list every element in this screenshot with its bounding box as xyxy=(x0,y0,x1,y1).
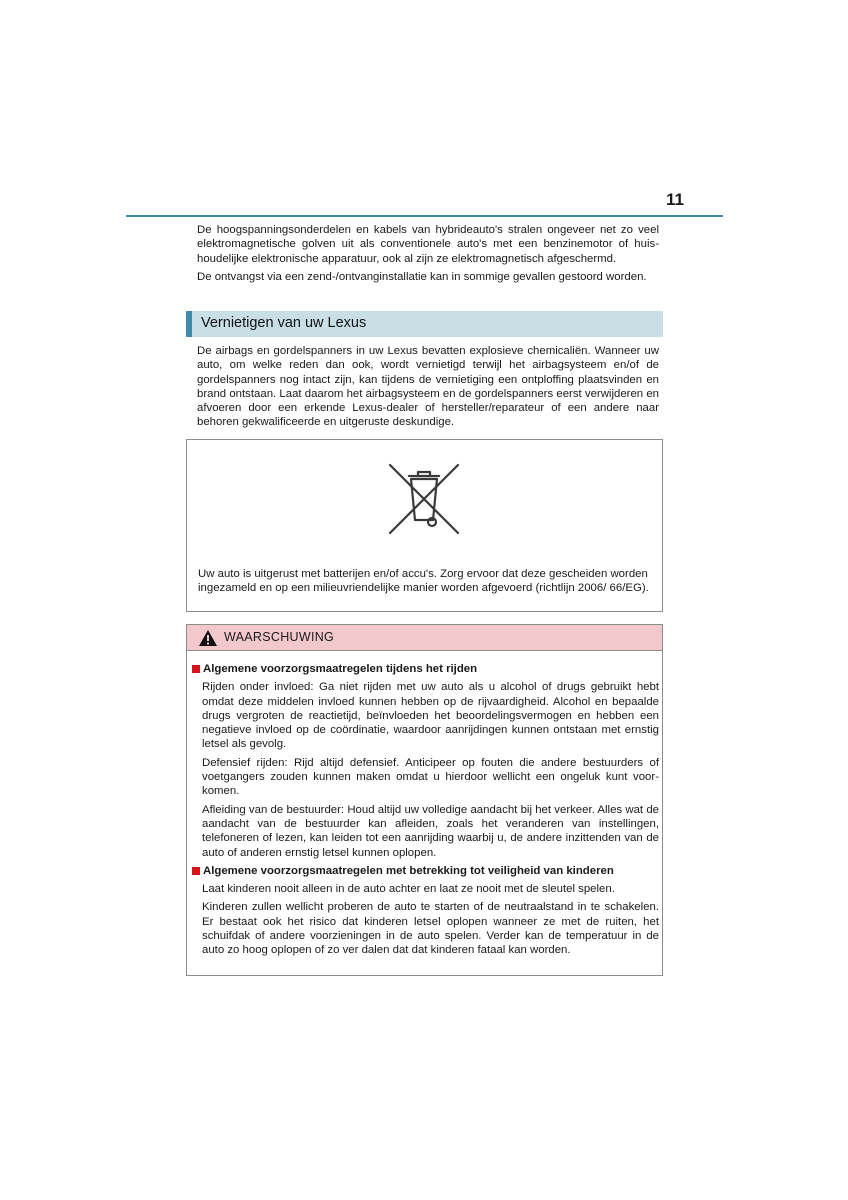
warning-box xyxy=(186,624,663,976)
section-heading xyxy=(186,311,663,337)
recycling-notice xyxy=(186,439,663,612)
warning-title: WAARSCHUWING xyxy=(224,630,335,644)
warning-header xyxy=(187,625,662,651)
crossed-out-wheelie-bin-icon xyxy=(387,462,461,536)
section-paragraph: De airbags en gordelspanners in uw Lexus bevatten explosieve chemicaliën. Wanneer uw auto, om welke reden dan ook, wordt vernietigd terwijl het airbagsysteem en/of de gordelspanners nog intact zijn, kan tijdens de vernietiging een ontploffing plaatsvinden en brand ontstaan. Laat daarom het airbagsysteem en de gordelspanners eerst verwijderen en afvoeren door een erkende Lexus-dealer of hersteller/reparateur of een andere naar behoren gekwalificeerde en uitgeruste deskundige. xyxy=(197,345,659,429)
warning-paragraph: Afleiding van de bestuurder: Houd altijd uw volledige aandacht bij het verkeer. Alles wat de aandacht van de bestuurder kan afleiden, zoals het veranderen van instellingen, telefoneren of lezen, kan leiden tot een aanrijding waarbij u, de andere inzittenden van de auto of anderen ernstig letsel kunnen oplopen. xyxy=(202,803,659,859)
warning-paragraph: Laat kinderen nooit alleen in de auto achter en laat ze nooit met de sleutel spelen. xyxy=(202,883,615,896)
warning-paragraph: Rijden onder invloed: Ga niet rijden met uw auto als u alcohol of drugs gebruikt hebt omdat deze middelen invloed kunnen hebben op de rijvaardigheid. Alcohol en bepaalde drugs vergroten de reactietijd, beïnvloeden het beoordelingsvermogen en hebben een negatieve invloed op de coördinatie, waardoor aanrijdingen kunnen ontstaan met ernstig letsel als gevolg. xyxy=(202,681,659,751)
intro-paragraph: De hoogspanningsonderdelen en kabels van hybrideauto's stralen ongeveer net zo veel elektromagnetische golven uit als conventionele auto's met een benzinemotor of huishoudelijke elektronische apparatuur, ook al zijn ze elektromagnetisch afgeschermd. xyxy=(197,224,659,265)
warning-paragraph: Defensief rijden: Rijd altijd defensief. Anticipeer op fouten die andere bestuurders of voetgangers zouden kunnen maken omdat u hierdoor wellicht een ongeluk kunt voorkomen. xyxy=(202,756,659,798)
header-rule xyxy=(126,215,723,217)
warning-paragraph: Kinderen zullen wellicht proberen de auto te starten of de neutraalstand in te schakelen. Er bestaat ook het risico dat kinderen letsel oplopen wanneer ze met de ruiten, het schuifdak of andere voorzieningen in de auto spelen. Verder kan de temperatuur in de auto zo hoog oplopen of zo ver dalen dat dat kinderen fataal kan worden. xyxy=(202,901,659,957)
recycling-text: Uw auto is uitgerust met batterijen en/of accu's. Zorg ervoor dat deze gescheiden worden ingezameld en op een milieuvriendelijke manier worden afgevoerd (richtlijn 2006/ 66/EG). xyxy=(198,568,649,595)
section-title: Vernietigen van uw Lexus xyxy=(201,315,367,331)
warning-triangle-icon xyxy=(198,629,218,647)
page-number: 11 xyxy=(666,190,684,209)
warning-content xyxy=(191,662,659,962)
intro-paragraph: De ontvangst via een zend-/ontvanginstallatie kan in sommige gevallen gestoord worden. xyxy=(197,270,647,283)
red-square-bullet-icon xyxy=(192,867,200,875)
intro-text xyxy=(197,223,659,288)
warning-item-heading: Algemene voorzorgsmaatregelen tijdens het rijden xyxy=(191,662,659,676)
red-square-bullet-icon xyxy=(192,665,200,673)
warning-item-heading: Algemene voorzorgsmaatregelen met betrekking tot veiligheid van kinderen xyxy=(191,864,659,878)
section-body xyxy=(197,344,659,434)
